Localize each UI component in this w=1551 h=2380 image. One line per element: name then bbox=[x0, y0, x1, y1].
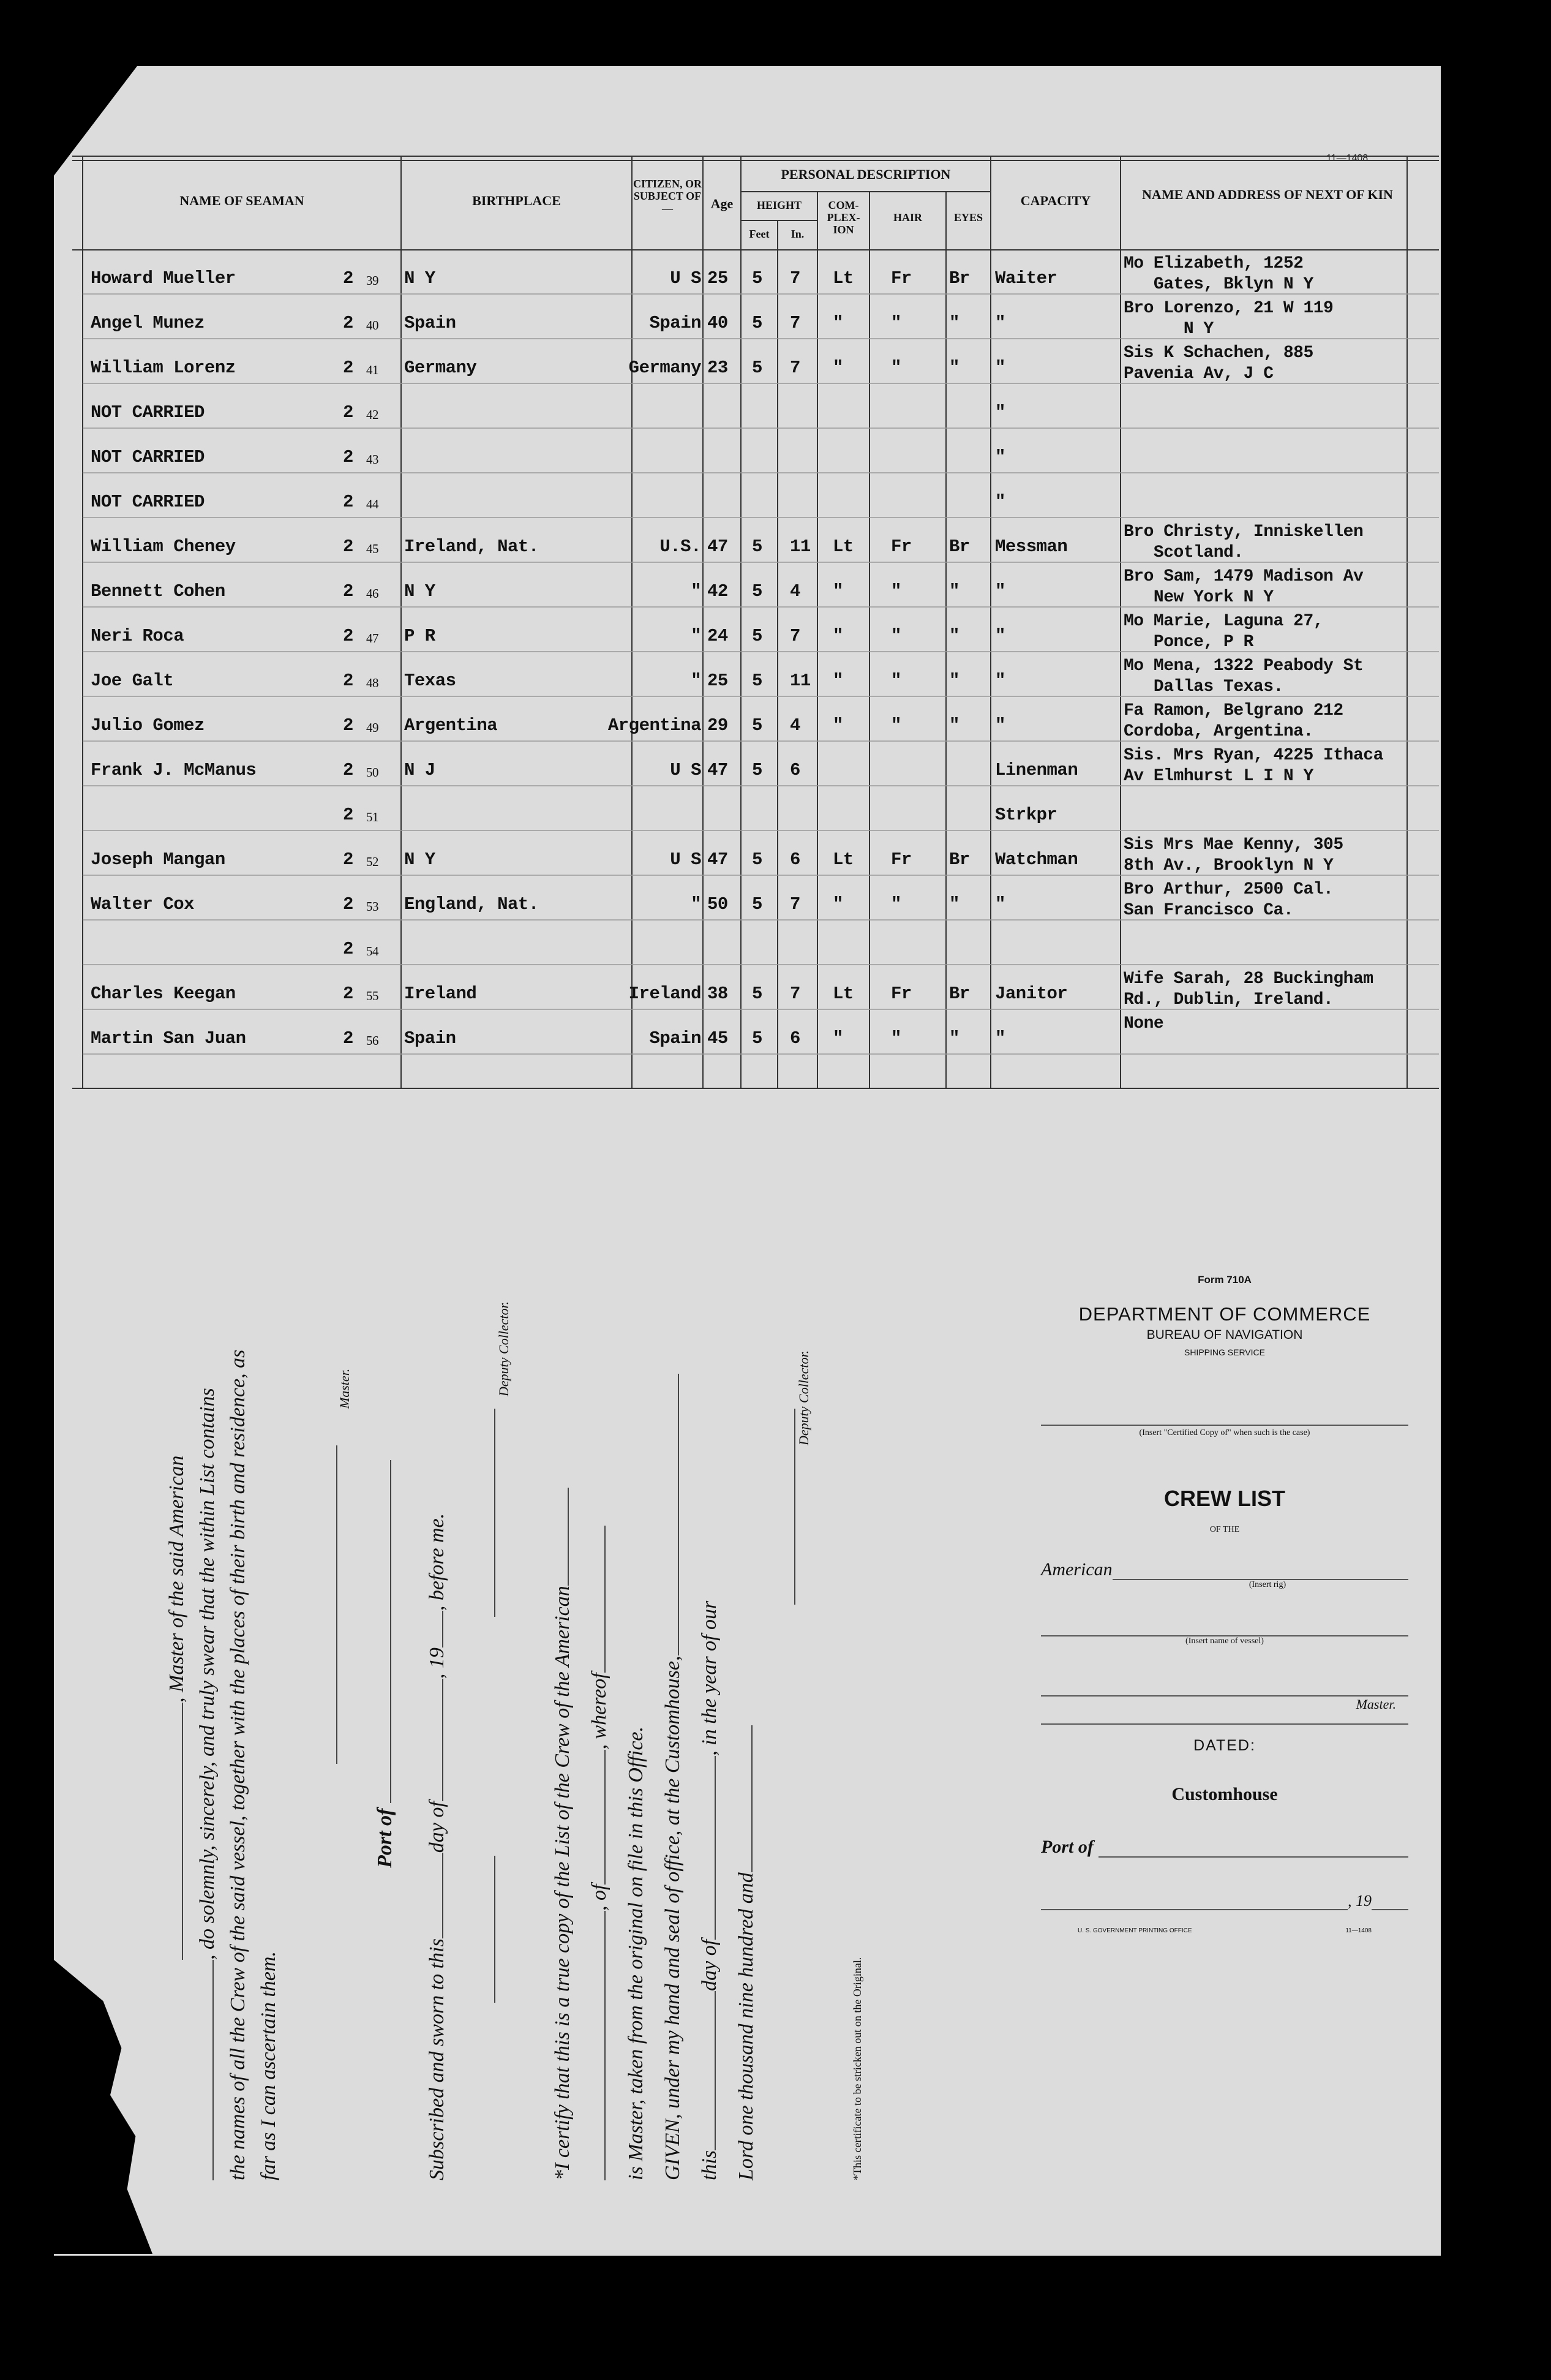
crew-cell-page: 2 bbox=[343, 894, 353, 914]
crew-cell-name: Neri Roca bbox=[91, 626, 184, 646]
crew-cell-feet: 5 bbox=[752, 358, 762, 378]
crew-cell-line: 51 bbox=[366, 810, 378, 824]
crew-cell-hair: Fr bbox=[891, 537, 912, 557]
crew-cell-feet: 5 bbox=[752, 313, 762, 333]
panel-of-the: OF THE bbox=[1209, 1525, 1240, 1534]
crew-cell-name: Bennett Cohen bbox=[91, 581, 225, 601]
cert-lord: Lord one thousand nine hundred and bbox=[735, 1872, 757, 2180]
crew-cell-hair: Fr bbox=[891, 849, 912, 870]
header-feet: Feet bbox=[749, 228, 770, 240]
crew-cell-inches: 7 bbox=[790, 268, 800, 288]
crew-cell-age: 47 bbox=[707, 537, 728, 557]
panel-port-of: Port of bbox=[1041, 1837, 1094, 1857]
crew-cell-complexion: " bbox=[833, 358, 843, 378]
cert-subscribed: Subscribed and sworn to this bbox=[426, 1938, 448, 2180]
cert-whereof: , whereof bbox=[588, 1673, 610, 1750]
crew-cell-hair: " bbox=[891, 1028, 901, 1049]
crew-cell-line: 45 bbox=[366, 541, 378, 556]
panel-dated: DATED: bbox=[1193, 1737, 1256, 1754]
crew-cell-line: 48 bbox=[366, 676, 378, 690]
crew-cell-age: 25 bbox=[707, 268, 728, 288]
crew-cell-page: 2 bbox=[343, 313, 353, 333]
crew-cell-citizen: " bbox=[691, 894, 701, 914]
crew-cell-age: 45 bbox=[707, 1028, 728, 1049]
crew-cell-name: NOT CARRIED bbox=[91, 447, 205, 467]
crew-cell-capacity: " bbox=[995, 402, 1005, 423]
crew-cell-capacity: Waiter bbox=[995, 268, 1057, 288]
crew-cell-birthplace: N Y bbox=[404, 268, 435, 288]
crew-cell-kin: Bro Lorenzo, 21 W 119 N Y bbox=[1124, 299, 1334, 339]
header-birthplace: BIRTHPLACE bbox=[472, 193, 561, 208]
crew-cell-eyes: Br bbox=[949, 537, 970, 557]
crew-cell-eyes: " bbox=[949, 671, 960, 691]
crew-cell-line: 46 bbox=[366, 586, 378, 601]
crew-cell-kin: Bro Arthur, 2500 Cal. San Francisco Ca. bbox=[1124, 880, 1334, 920]
crew-cell-inches: 7 bbox=[790, 894, 800, 914]
crew-cell-hair: Fr bbox=[891, 984, 912, 1004]
crew-cell-eyes: Br bbox=[949, 849, 970, 870]
crew-cell-line: 41 bbox=[366, 363, 378, 377]
cert-year-19: , 19 bbox=[426, 1648, 448, 1679]
crew-cell-complexion: " bbox=[833, 581, 843, 601]
header-eyes: EYES bbox=[953, 211, 983, 224]
header-personal: PERSONAL DESCRIPTION bbox=[781, 167, 951, 182]
crew-cell-capacity: " bbox=[995, 715, 1005, 736]
panel-master: Master. bbox=[1356, 1697, 1396, 1712]
crew-cell-name: Martin San Juan bbox=[91, 1028, 246, 1049]
header-next-of-kin: NAME AND ADDRESS OF NEXT OF KIN bbox=[1142, 187, 1393, 202]
crew-cell-page: 2 bbox=[343, 715, 353, 736]
crew-cell-line: 53 bbox=[366, 899, 378, 914]
form-number-top: 11—1408 bbox=[1326, 153, 1369, 164]
crew-cell-hair: " bbox=[891, 671, 901, 691]
crew-cell-complexion: Lt bbox=[833, 537, 854, 557]
crew-cell-kin: Bro Sam, 1479 Madison Av New York N Y bbox=[1124, 567, 1364, 607]
cert-given: GIVEN, under my hand and seal of office, at the Customhouse, bbox=[661, 1655, 684, 2180]
crew-cell-kin: Sis Mrs Mae Kenny, 305 8th Av., Brooklyn N Y bbox=[1124, 835, 1343, 875]
panel-insert-rig: (Insert rig) bbox=[1249, 1580, 1286, 1589]
crew-cell-citizen: U.S. bbox=[659, 537, 701, 557]
cert-of: , of bbox=[588, 1884, 610, 1911]
cert-deputy-collector-2: Deputy Collector. bbox=[796, 1350, 811, 1445]
crew-cell-birthplace: Ireland bbox=[404, 984, 477, 1004]
crew-cell-name: William Lorenz bbox=[91, 358, 236, 378]
crew-cell-capacity: Watchman bbox=[995, 849, 1078, 870]
cert-line-1: , Master of the said American bbox=[165, 1455, 188, 1703]
crew-cell-citizen: U S bbox=[670, 760, 701, 780]
crew-cell-age: 23 bbox=[707, 358, 728, 378]
crew-cell-feet: 5 bbox=[752, 581, 762, 601]
crew-cell-line: 56 bbox=[366, 1033, 378, 1048]
crew-cell-page: 2 bbox=[343, 939, 353, 959]
cert-line-3: the names of all the Crew of the said vessel, together with the places of their birth and residence, as bbox=[227, 1349, 249, 2180]
crew-cell-complexion: " bbox=[833, 1028, 843, 1049]
crew-cell-age: 47 bbox=[707, 849, 728, 870]
crew-cell-name: Howard Mueller bbox=[91, 268, 236, 288]
crew-cell-inches: 4 bbox=[790, 715, 800, 736]
crew-cell-line: 47 bbox=[366, 631, 378, 646]
crew-cell-line: 50 bbox=[366, 765, 378, 780]
crew-cell-complexion: Lt bbox=[833, 849, 854, 870]
crew-cell-page: 2 bbox=[343, 492, 353, 512]
cert-line-2: , do solemnly, sincerely, and truly swear that the within List contains bbox=[196, 1388, 219, 1960]
crew-cell-line: 42 bbox=[366, 407, 378, 422]
crew-cell-citizen: Argentina bbox=[607, 715, 701, 736]
crew-cell-name: Walter Cox bbox=[91, 894, 195, 914]
header-hair: HAIR bbox=[893, 211, 922, 224]
crew-cell-page: 2 bbox=[343, 760, 353, 780]
panel-form-no: 11—1408 bbox=[1345, 1927, 1372, 1934]
cert-is-master: is Master, taken from the original on file in this Office. bbox=[625, 1726, 647, 2180]
crew-cell-page: 2 bbox=[343, 447, 353, 467]
crew-cell-citizen: " bbox=[691, 581, 701, 601]
crew-cell-line: 40 bbox=[366, 318, 378, 333]
crew-cell-page: 2 bbox=[343, 537, 353, 557]
crew-cell-age: 42 bbox=[707, 581, 728, 601]
crew-cell-kin: Mo Elizabeth, 1252 Gates, Bklyn N Y bbox=[1124, 254, 1313, 294]
cert-port-of: Port of bbox=[374, 1808, 396, 1868]
crew-cell-kin: Bro Christy, Inniskellen Scotland. bbox=[1124, 522, 1364, 562]
cert-line-4: far as I can ascertain them. bbox=[257, 1951, 280, 2180]
panel-insert-vessel: (Insert name of vessel) bbox=[1185, 1636, 1264, 1646]
crew-cell-age: 25 bbox=[707, 671, 728, 691]
crew-cell-citizen: " bbox=[691, 671, 701, 691]
crew-cell-birthplace: England, Nat. bbox=[404, 894, 539, 914]
crew-cell-capacity: Strkpr bbox=[995, 805, 1057, 825]
crew-cell-hair: " bbox=[891, 626, 901, 646]
crew-cell-age: 29 bbox=[707, 715, 728, 736]
certificate-block bbox=[159, 1139, 912, 2180]
panel-service: SHIPPING SERVICE bbox=[1184, 1347, 1265, 1357]
crew-cell-name: Joseph Mangan bbox=[91, 849, 225, 870]
crew-cell-name: Frank J. McManus bbox=[91, 760, 257, 780]
crew-cell-birthplace: Texas bbox=[404, 671, 456, 691]
crew-cell-inches: 6 bbox=[790, 849, 800, 870]
crew-cell-page: 2 bbox=[343, 626, 353, 646]
crew-cell-capacity: " bbox=[995, 626, 1005, 646]
crew-cell-page: 2 bbox=[343, 268, 353, 288]
crew-cell-line: 44 bbox=[366, 497, 378, 511]
cert-certify: *I certify that this is a true copy of the List of the Crew of the American bbox=[551, 1586, 574, 2180]
crew-cell-name: William Cheney bbox=[91, 537, 236, 557]
crew-cell-eyes: Br bbox=[949, 984, 970, 1004]
crew-cell-complexion: " bbox=[833, 313, 843, 333]
crew-cell-kin: None bbox=[1124, 1014, 1164, 1033]
crew-cell-eyes: " bbox=[949, 581, 960, 601]
crew-cell-inches: 7 bbox=[790, 984, 800, 1004]
crew-cell-kin: Sis. Mrs Ryan, 4225 Ithaca Av Elmhurst L I N Y bbox=[1124, 746, 1383, 786]
crew-cell-page: 2 bbox=[343, 984, 353, 1004]
panel-dept: DEPARTMENT OF COMMERCE bbox=[1078, 1303, 1371, 1325]
header-citizen: CITIZEN, OR SUBJECT OF— bbox=[633, 178, 702, 214]
crew-cell-capacity: Janitor bbox=[995, 984, 1068, 1004]
header-complexion: COM-PLEX-ION bbox=[827, 199, 860, 236]
crew-cell-feet: 5 bbox=[752, 268, 762, 288]
crew-cell-birthplace: N Y bbox=[404, 581, 435, 601]
header-inches: In. bbox=[791, 228, 805, 240]
crew-cell-eyes: " bbox=[949, 313, 960, 333]
crew-cell-complexion: Lt bbox=[833, 984, 854, 1004]
crew-cell-capacity: " bbox=[995, 492, 1005, 512]
crew-cell-inches: 4 bbox=[790, 581, 800, 601]
crew-cell-inches: 7 bbox=[790, 358, 800, 378]
crew-cell-kin: Mo Marie, Laguna 27, Ponce, P R bbox=[1124, 612, 1324, 652]
crew-cell-inches: 6 bbox=[790, 760, 800, 780]
crew-cell-name: NOT CARRIED bbox=[91, 492, 205, 512]
crew-cell-page: 2 bbox=[343, 849, 353, 870]
crew-cell-page: 2 bbox=[343, 358, 353, 378]
crew-cell-page: 2 bbox=[343, 1028, 353, 1049]
crew-cell-hair: " bbox=[891, 358, 901, 378]
crew-cell-age: 40 bbox=[707, 313, 728, 333]
cert-before-me: , before me. bbox=[426, 1513, 448, 1611]
crew-cell-eyes: " bbox=[949, 358, 960, 378]
crew-cell-capacity: " bbox=[995, 581, 1005, 601]
crew-cell-capacity: " bbox=[995, 358, 1005, 378]
crew-cell-hair: " bbox=[891, 313, 901, 333]
crew-cell-line: 43 bbox=[366, 452, 378, 467]
crew-list-panel bbox=[1041, 1274, 1408, 1934]
crew-cell-kin: Sis K Schachen, 885 Pavenia Av, J C bbox=[1124, 344, 1313, 383]
crew-cell-eyes: Br bbox=[949, 268, 970, 288]
header-name: NAME OF SEAMAN bbox=[179, 193, 304, 208]
crew-cell-complexion: " bbox=[833, 894, 843, 914]
crew-cell-eyes: " bbox=[949, 1028, 960, 1049]
cert-master: Master. bbox=[337, 1368, 352, 1409]
crew-cell-birthplace: Spain bbox=[404, 313, 456, 333]
crew-cell-citizen: U S bbox=[670, 849, 701, 870]
crew-cell-name: Julio Gomez bbox=[91, 715, 205, 736]
crew-cell-age: 38 bbox=[707, 984, 728, 1004]
crew-cell-capacity: " bbox=[995, 313, 1005, 333]
crew-cell-hair: Fr bbox=[891, 268, 912, 288]
crew-cell-birthplace: N Y bbox=[404, 849, 435, 870]
panel-american: American bbox=[1041, 1559, 1113, 1580]
crew-cell-feet: 5 bbox=[752, 849, 762, 870]
crew-cell-complexion: Lt bbox=[833, 268, 854, 288]
crew-cell-age: 47 bbox=[707, 760, 728, 780]
crew-cell-eyes: " bbox=[949, 894, 960, 914]
crew-cell-complexion: " bbox=[833, 626, 843, 646]
crew-cell-birthplace: P R bbox=[404, 626, 435, 646]
panel-insert-cert: (Insert "Certified Copy of" when such is the case) bbox=[1139, 1428, 1310, 1437]
crew-cell-page: 2 bbox=[343, 671, 353, 691]
crew-cell-birthplace: Germany bbox=[404, 358, 477, 378]
cert-this: this bbox=[698, 2150, 721, 2180]
panel-printer: U. S. GOVERNMENT PRINTING OFFICE bbox=[1078, 1927, 1192, 1934]
crew-cell-birthplace: Spain bbox=[404, 1028, 456, 1049]
crew-cell-capacity: " bbox=[995, 671, 1005, 691]
crew-cell-citizen: Ireland bbox=[628, 984, 701, 1004]
crew-cell-feet: 5 bbox=[752, 715, 762, 736]
crew-cell-age: 24 bbox=[707, 626, 728, 646]
cert-day-of: day of bbox=[426, 1801, 448, 1853]
panel-customhouse: Customhouse bbox=[1171, 1784, 1278, 1804]
crew-cell-feet: 5 bbox=[752, 671, 762, 691]
panel-year-19: , 19 bbox=[1348, 1892, 1372, 1910]
crew-cell-page: 2 bbox=[343, 402, 353, 423]
crew-cell-complexion: " bbox=[833, 715, 843, 736]
crew-cell-feet: 5 bbox=[752, 984, 762, 1004]
panel-form: Form 710A bbox=[1198, 1274, 1252, 1286]
crew-cell-name: NOT CARRIED bbox=[91, 402, 205, 423]
crew-cell-capacity: Linenman bbox=[995, 760, 1078, 780]
panel-crew-list: CREW LIST bbox=[1164, 1486, 1285, 1511]
crew-cell-line: 49 bbox=[366, 720, 378, 735]
crew-cell-hair: " bbox=[891, 715, 901, 736]
header-age: Age bbox=[710, 196, 734, 211]
cert-year-of-our: , in the year of our bbox=[698, 1600, 721, 1756]
panel-bureau: BUREAU OF NAVIGATION bbox=[1146, 1328, 1303, 1342]
crew-cell-citizen: U S bbox=[670, 268, 701, 288]
crew-cell-citizen: " bbox=[691, 626, 701, 646]
crew-cell-line: 52 bbox=[366, 854, 378, 869]
crew-cell-name: Angel Munez bbox=[91, 313, 205, 333]
crew-cell-citizen: Germany bbox=[628, 358, 701, 378]
crew-cell-kin: Fa Ramon, Belgrano 212 Cordoba, Argentina. bbox=[1124, 701, 1343, 741]
header-height: HEIGHT bbox=[756, 199, 802, 211]
crew-cell-kin: Wife Sarah, 28 Buckingham Rd., Dublin, Ireland. bbox=[1124, 970, 1373, 1009]
cert-deputy-collector-1: Deputy Collector. bbox=[496, 1301, 511, 1396]
crew-cell-hair: " bbox=[891, 581, 901, 601]
crew-cell-line: 55 bbox=[366, 989, 378, 1003]
header-capacity: CAPACITY bbox=[1020, 193, 1091, 208]
crew-cell-feet: 5 bbox=[752, 760, 762, 780]
crew-cell-citizen: Spain bbox=[649, 1028, 701, 1049]
cert-footnote: *This certificate to be stricken out on the Original. bbox=[851, 1957, 863, 2180]
crew-cell-eyes: " bbox=[949, 626, 960, 646]
crew-cell-inches: 6 bbox=[790, 1028, 800, 1049]
crew-cell-eyes: " bbox=[949, 715, 960, 736]
crew-cell-citizen: Spain bbox=[649, 313, 701, 333]
crew-cell-inches: 7 bbox=[790, 626, 800, 646]
crew-cell-feet: 5 bbox=[752, 894, 762, 914]
crew-cell-age: 50 bbox=[707, 894, 728, 914]
cert-day: day of bbox=[698, 1939, 721, 1991]
crew-cell-feet: 5 bbox=[752, 626, 762, 646]
crew-cell-complexion: " bbox=[833, 671, 843, 691]
crew-cell-feet: 5 bbox=[752, 537, 762, 557]
crew-cell-capacity: " bbox=[995, 894, 1005, 914]
crew-cell-name: Joe Galt bbox=[91, 671, 174, 691]
crew-cell-line: 54 bbox=[366, 944, 378, 958]
crew-cell-line: 39 bbox=[366, 273, 378, 288]
crew-cell-inches: 7 bbox=[790, 313, 800, 333]
crew-cell-page: 2 bbox=[343, 581, 353, 601]
crew-cell-hair: " bbox=[891, 894, 901, 914]
crew-cell-name: Charles Keegan bbox=[91, 984, 236, 1004]
crew-cell-inches: 11 bbox=[790, 537, 811, 557]
crew-cell-capacity: " bbox=[995, 1028, 1005, 1049]
crew-cell-birthplace: Ireland, Nat. bbox=[404, 537, 539, 557]
crew-cell-capacity: " bbox=[995, 447, 1005, 467]
crew-cell-kin: Mo Mena, 1322 Peabody St Dallas Texas. bbox=[1124, 657, 1364, 696]
crew-cell-birthplace: N J bbox=[404, 760, 435, 780]
crew-cell-page: 2 bbox=[343, 805, 353, 825]
crew-cell-capacity: Messman bbox=[995, 537, 1068, 557]
crew-cell-feet: 5 bbox=[752, 1028, 762, 1049]
crew-cell-birthplace: Argentina bbox=[404, 715, 498, 736]
crew-cell-inches: 11 bbox=[790, 671, 811, 691]
